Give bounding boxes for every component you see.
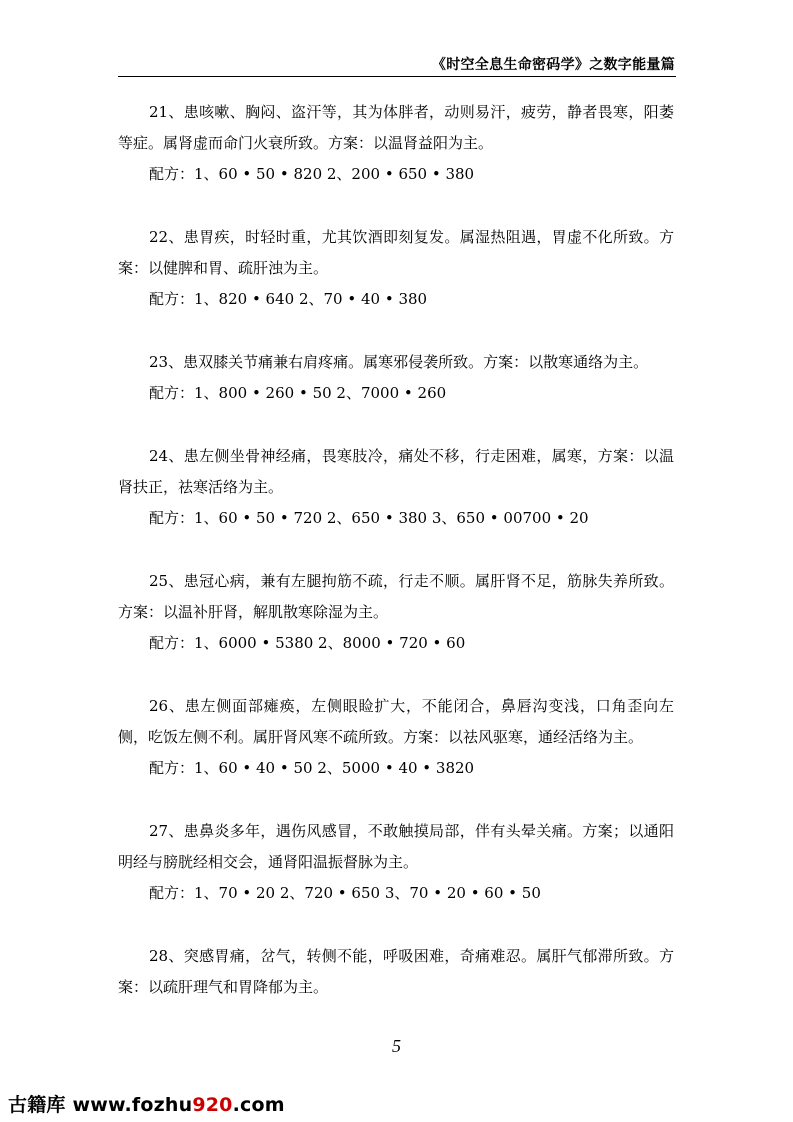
site-watermark xyxy=(8,1090,285,1117)
case-entry-26 xyxy=(118,691,674,784)
watermark-site-name: 古籍库 xyxy=(8,1094,66,1116)
case-formula: 配方：1、60 • 50 • 820 2、200 • 650 • 380 xyxy=(149,165,475,183)
case-formula: 配方：1、820 • 640 2、70 • 40 • 380 xyxy=(149,290,428,308)
case-description: 23、患双膝关节痛兼右肩疼痛。属寒邪侵袭所致。方案：以散寒通络为主。 xyxy=(149,353,649,371)
case-description: 28、突感胃痛，岔气，转侧不能，呼吸困难，奇痛难忍。属肝气郁滞所致。方案：以疏肝理气和胃降郁为主。 xyxy=(118,947,674,996)
case-formula: 配方：1、60 • 50 • 720 2、650 • 380 3、650 • 00700 • 20 xyxy=(149,509,589,527)
case-description: 22、患胃疾，时轻时重，尤其饮酒即刻复发。属湿热阻遇，胃虚不化所致。方案：以健脾和胃、疏肝浊为主。 xyxy=(118,228,674,277)
case-formula: 配方：1、800 • 260 • 50 2、7000 • 260 xyxy=(149,384,447,402)
watermark-url-prefix: www.fozhu xyxy=(72,1094,193,1116)
case-description: 27、患鼻炎多年，遇伤风感冒，不敢触摸局部，伴有头晕关痛。方案；以通阳明经与膀胱经相交会，通肾阳温振督脉为主。 xyxy=(118,822,674,871)
watermark-url xyxy=(72,1094,284,1116)
document-body xyxy=(118,97,674,1035)
case-formula: 配方：1、70 • 20 2、720 • 650 3、70 • 20 • 60 • 50 xyxy=(149,884,541,902)
watermark-url-number: 920 xyxy=(192,1094,233,1116)
case-description: 26、患左侧面部瘫痪，左侧眼睑扩大，不能闭合，鼻唇沟变浅，口角歪向左侧，吃饭左侧不利。属肝肾风寒不疏所致。方案：以祛风驱寒，通经活络为主。 xyxy=(118,697,674,746)
header-divider xyxy=(118,76,676,77)
running-header-title: 《时空全息生命密码学》之数字能量篇 xyxy=(431,57,675,73)
case-entry-25 xyxy=(118,566,674,659)
case-entry-24 xyxy=(118,441,674,534)
case-formula: 配方：1、6000 • 5380 2、8000 • 720 • 60 xyxy=(149,634,466,652)
case-entry-28 xyxy=(118,941,674,1003)
case-description: 21、患咳嗽、胸闷、盗汗等，其为体胖者，动则易汗，疲劳，静者畏寒，阳萎等症。属肾虚而命门火衰所致。方案：以温肾益阳为主。 xyxy=(118,103,674,152)
case-entry-22 xyxy=(118,222,674,315)
case-formula: 配方：1、60 • 40 • 50 2、5000 • 40 • 3820 xyxy=(149,759,475,777)
page-number: 5 xyxy=(392,1036,401,1056)
case-entry-23 xyxy=(118,347,674,409)
watermark-url-suffix: .com xyxy=(232,1094,285,1116)
case-entry-27 xyxy=(118,816,674,909)
case-entry-21 xyxy=(118,97,674,190)
case-description: 24、患左侧坐骨神经痛，畏寒肢冷，痛处不移，行走困难，属寒，方案：以温肾扶正，祛寒活络为主。 xyxy=(118,447,674,496)
case-description: 25、患冠心病，兼有左腿拘筋不疏，行走不顺。属肝肾不足，筋脉失养所致。方案：以温补肝肾，解肌散寒除湿为主。 xyxy=(118,572,674,621)
